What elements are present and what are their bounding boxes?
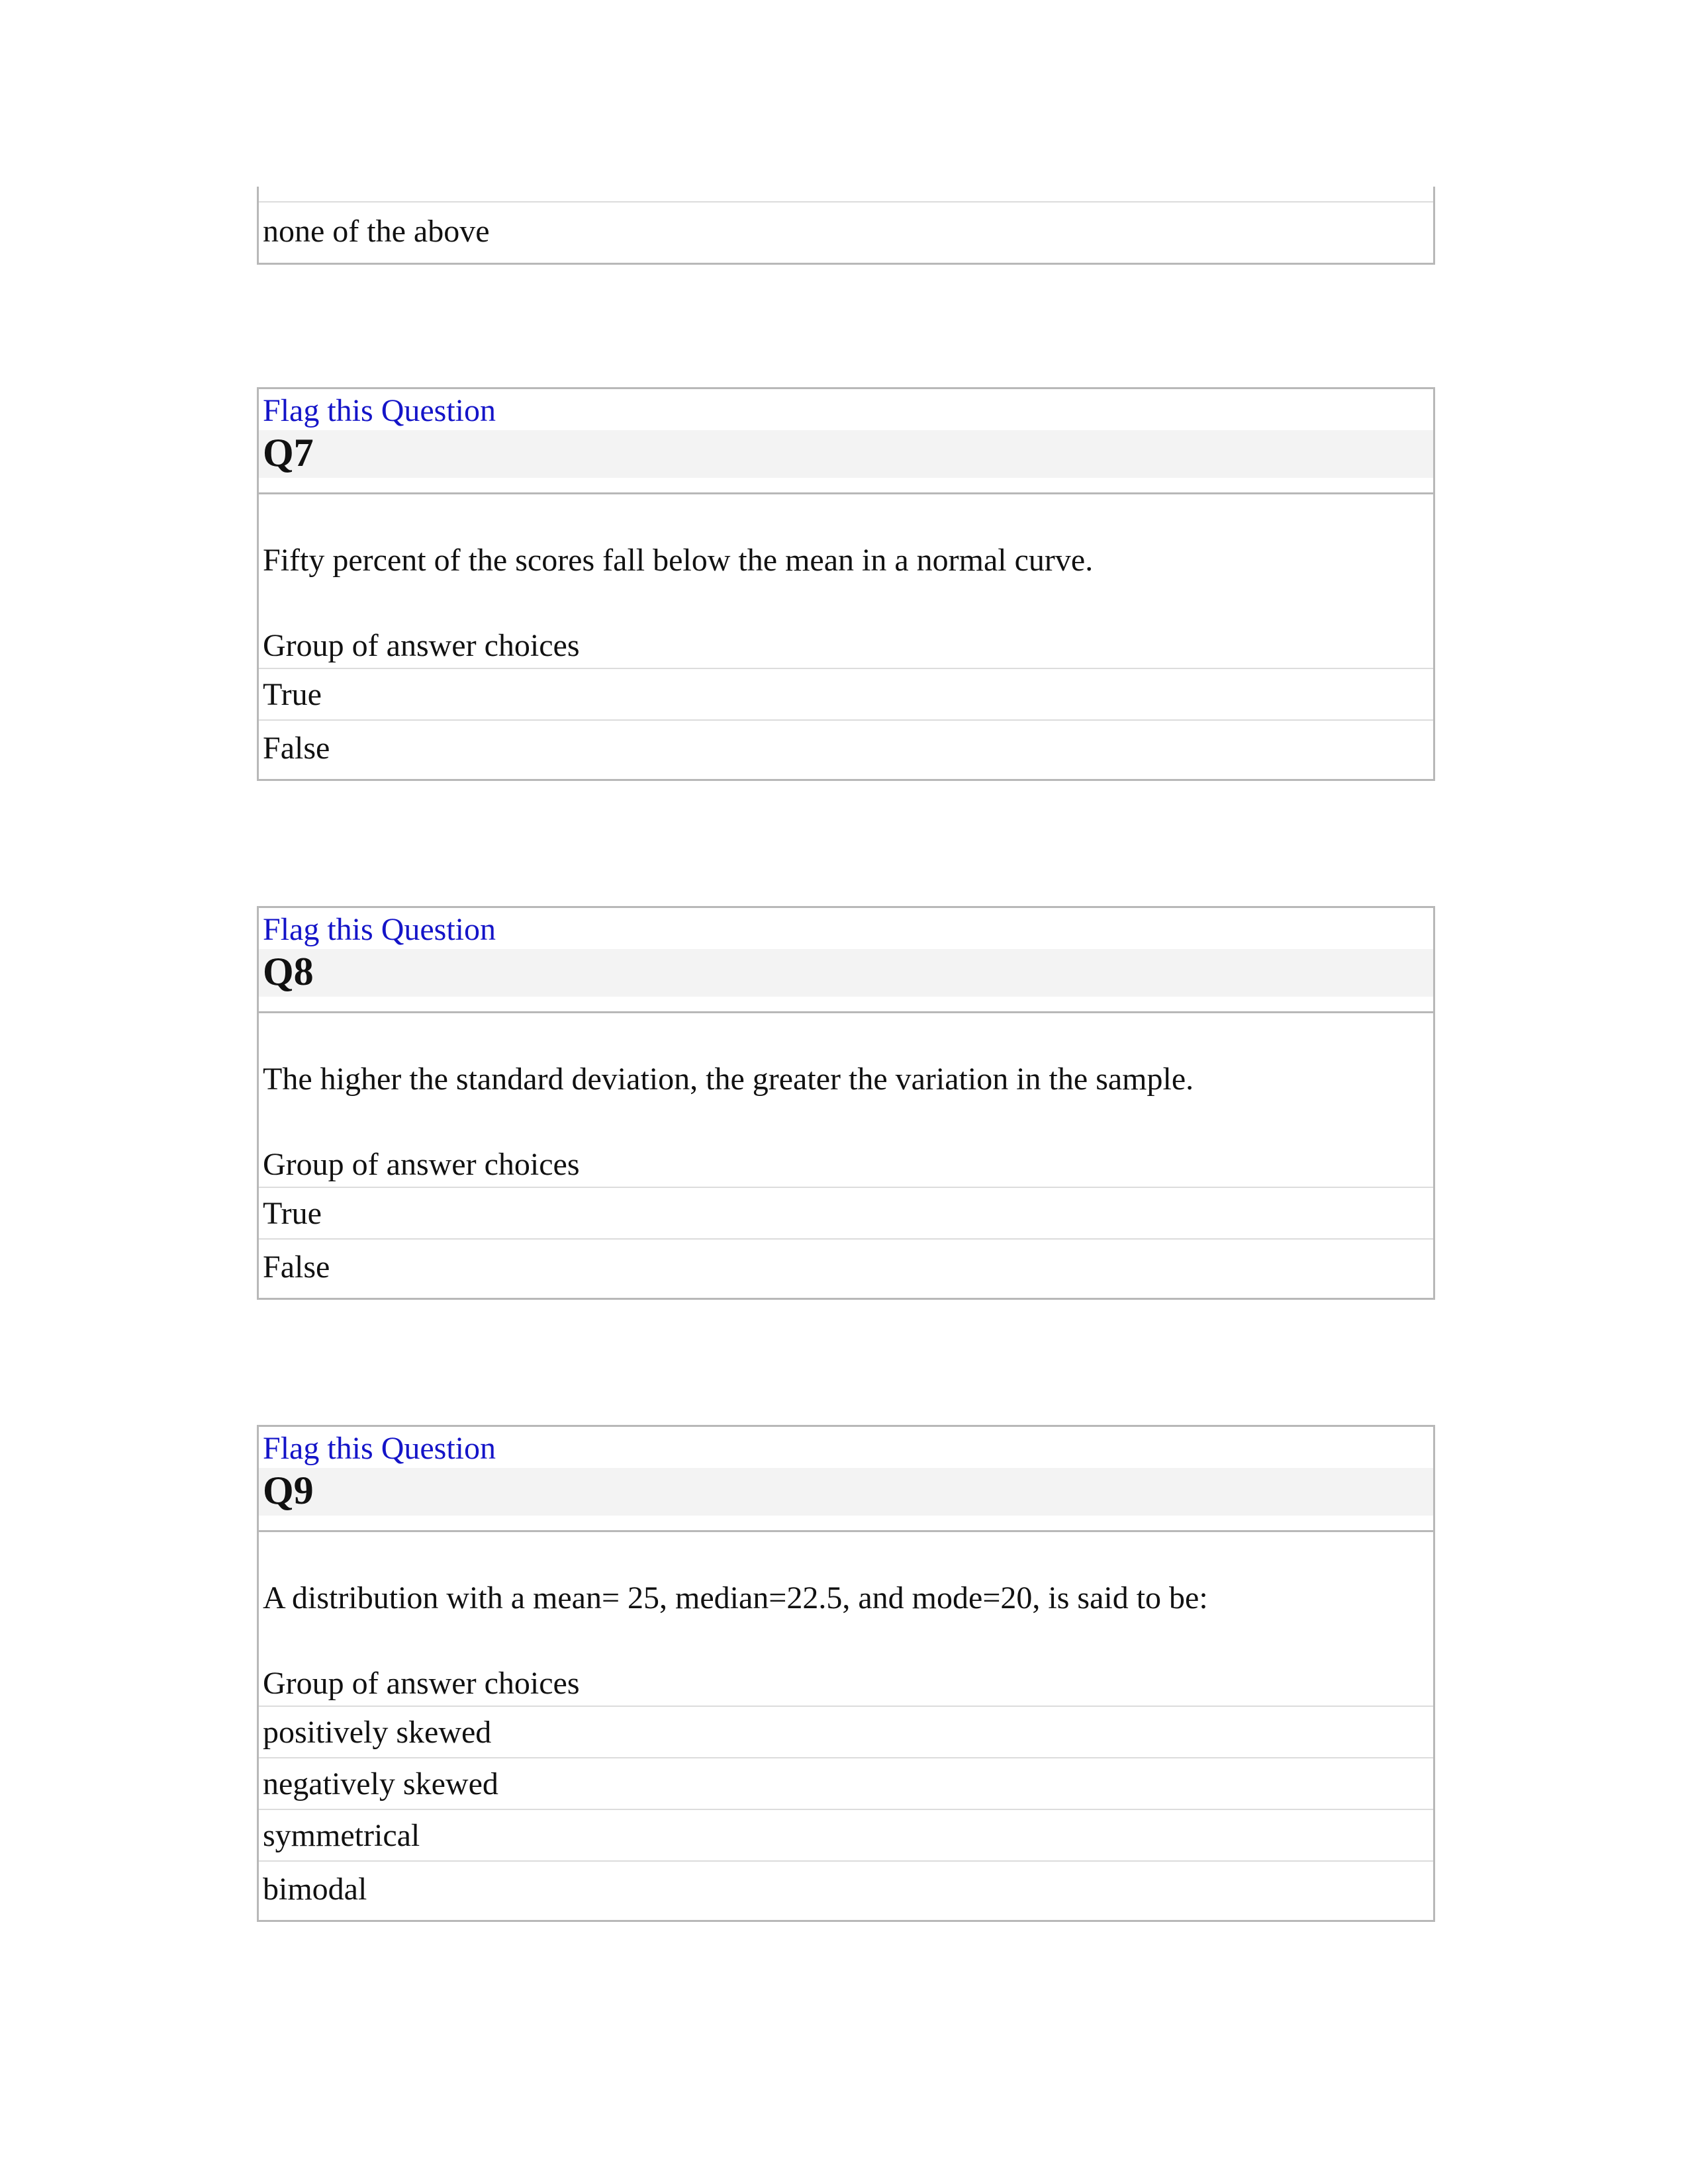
- question-header: [259, 389, 1433, 494]
- previous-question-choices: [257, 187, 1435, 265]
- answer-choices-list: [259, 1187, 1433, 1298]
- question-number: Q8: [259, 949, 1433, 997]
- question-body: [259, 1013, 1433, 1298]
- answer-choices-list: [259, 1706, 1433, 1920]
- question-card-q9: [257, 1425, 1435, 1922]
- question-text: The higher the standard deviation, the greater the variation in the sample.: [263, 1062, 1194, 1097]
- answer-choice[interactable]: False: [259, 719, 1433, 779]
- question-body: [259, 1532, 1433, 1920]
- answer-choice[interactable]: negatively skewed: [259, 1757, 1433, 1809]
- question-header: [259, 908, 1433, 1013]
- question-body: [259, 494, 1433, 779]
- previous-choice-stub: [259, 187, 1433, 203]
- answer-choice[interactable]: symmetrical: [259, 1809, 1433, 1860]
- answer-choices-list: [259, 668, 1433, 779]
- answer-choice[interactable]: False: [259, 1238, 1433, 1298]
- question-card-q7: [257, 387, 1435, 781]
- answer-choice[interactable]: bimodal: [259, 1860, 1433, 1920]
- question-card-q8: [257, 906, 1435, 1300]
- question-number: Q9: [259, 1468, 1433, 1516]
- question-text: Fifty percent of the scores fall below the mean in a normal curve.: [263, 543, 1094, 578]
- answer-choices-label: Group of answer choices: [263, 1666, 580, 1701]
- answer-choice[interactable]: True: [259, 1187, 1433, 1238]
- flag-question-link[interactable]: Flag this Question: [263, 912, 496, 947]
- question-text: A distribution with a mean= 25, median=22.5, and mode=20, is said to be:: [263, 1580, 1208, 1615]
- question-number: Q7: [259, 430, 1433, 478]
- answer-choices-label: Group of answer choices: [263, 1147, 580, 1182]
- answer-choice[interactable]: True: [259, 668, 1433, 719]
- flag-question-link[interactable]: Flag this Question: [263, 1431, 496, 1466]
- answer-choice[interactable]: positively skewed: [259, 1706, 1433, 1757]
- question-header: [259, 1427, 1433, 1532]
- flag-question-link[interactable]: Flag this Question: [263, 393, 496, 428]
- answer-choices-label: Group of answer choices: [263, 628, 580, 663]
- answer-choice[interactable]: none of the above: [263, 214, 490, 249]
